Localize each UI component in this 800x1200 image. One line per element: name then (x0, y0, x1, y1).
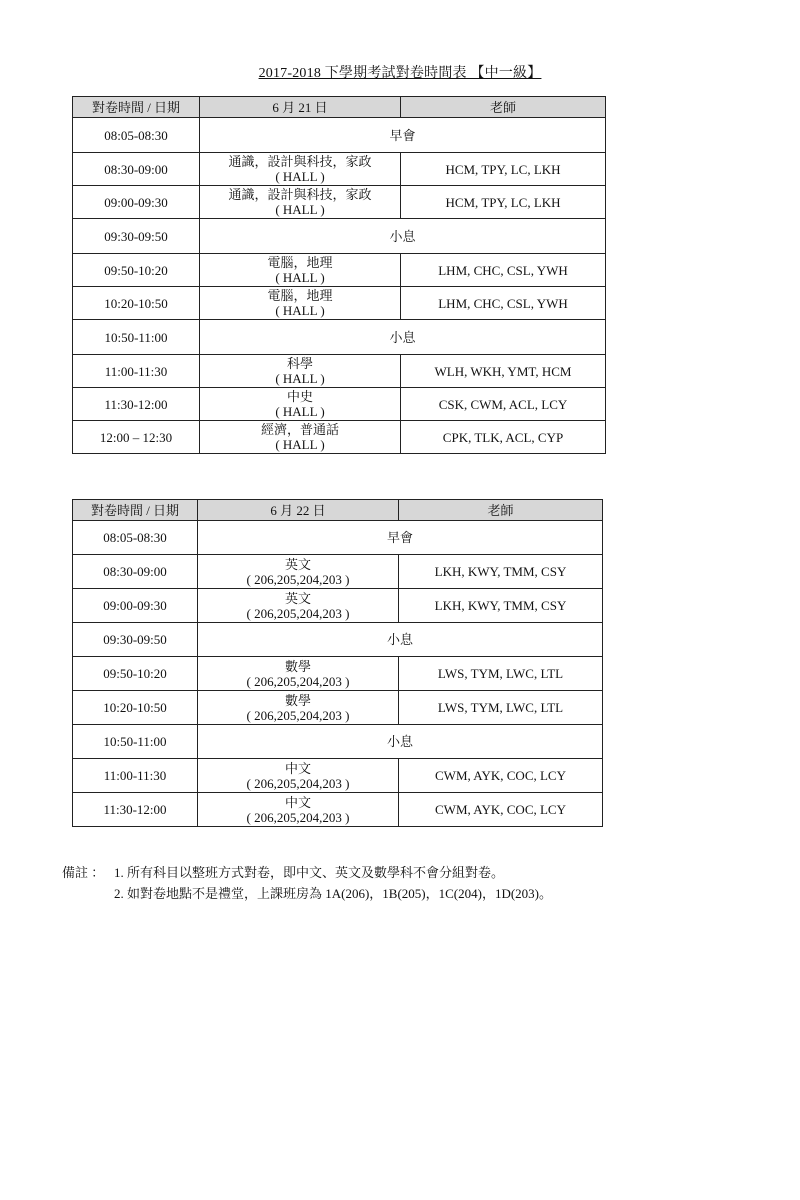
time-cell: 11:00-11:30 (73, 759, 198, 793)
subject-cell (200, 153, 401, 186)
subject-location: ( HALL ) (275, 371, 325, 386)
table-row (73, 421, 606, 454)
break-cell: 早會 (200, 118, 606, 153)
subject-cell (200, 254, 401, 287)
teachers-cell: WLH, WKH, YMT, HCM (401, 355, 606, 388)
time-cell: 10:20-10:50 (73, 287, 200, 320)
table-row (73, 793, 603, 827)
time-cell: 09:00-09:30 (73, 186, 200, 219)
subject-name: 數學 (284, 692, 311, 708)
table-row (73, 623, 603, 657)
subject-location: ( HALL ) (275, 169, 325, 184)
break-cell: 小息 (198, 725, 603, 759)
table-row (73, 691, 603, 725)
table-row (73, 725, 603, 759)
subject-location: ( 206,205,204,203 ) (246, 673, 350, 689)
header-date: 6 月 21 日 (200, 97, 401, 118)
time-cell: 09:30-09:50 (73, 623, 198, 657)
subject-name: 中文 (284, 760, 311, 776)
notes-section (62, 862, 552, 904)
subject-cell (198, 555, 399, 589)
subject-cell (200, 287, 401, 320)
subject-cell (198, 589, 399, 623)
table-row (73, 355, 606, 388)
table-row (73, 153, 606, 186)
table-row (73, 759, 603, 793)
subject-location: ( HALL ) (275, 202, 325, 217)
subject-location: ( 206,205,204,203 ) (246, 571, 350, 587)
break-cell: 早會 (198, 521, 603, 555)
subject-name: 電腦，地理 (267, 255, 333, 270)
subject-location: ( HALL ) (275, 270, 325, 285)
time-cell: 09:30-09:50 (73, 219, 200, 254)
subject-name: 電腦，地理 (267, 288, 333, 303)
subject-cell (198, 759, 399, 793)
subject-cell (200, 388, 401, 421)
teachers-cell: CSK, CWM, ACL, LCY (401, 388, 606, 421)
subject-cell (200, 355, 401, 388)
break-cell: 小息 (200, 219, 606, 254)
teachers-cell: LHM, CHC, CSL, YWH (401, 287, 606, 320)
time-cell: 08:30-09:00 (73, 555, 198, 589)
subject-location: ( HALL ) (275, 437, 325, 452)
subject-location: ( 206,205,204,203 ) (246, 605, 350, 621)
subject-name: 中史 (286, 389, 313, 404)
schedule-table-day1 (72, 96, 606, 454)
time-cell: 09:50-10:20 (73, 254, 200, 287)
subject-location: ( 206,205,204,203 ) (246, 707, 350, 723)
subject-name: 數學 (284, 658, 311, 674)
time-cell: 10:20-10:50 (73, 691, 198, 725)
time-cell: 12:00 – 12:30 (73, 421, 200, 454)
teachers-cell: LWS, TYM, LWC, LTL (399, 657, 603, 691)
table-row (73, 118, 606, 153)
teachers-cell: LKH, KWY, TMM, CSY (399, 589, 603, 623)
note-item: 1. 所有科目以整班方式對卷，即中文、英文及數學科不會分組對卷。 (114, 865, 505, 880)
subject-name: 英文 (284, 590, 311, 606)
table-row (73, 388, 606, 421)
time-cell: 10:50-11:00 (73, 320, 200, 355)
table-row (73, 521, 603, 555)
time-cell: 09:50-10:20 (73, 657, 198, 691)
subject-cell (198, 657, 399, 691)
teachers-cell: CPK, TLK, ACL, CYP (401, 421, 606, 454)
header-time-date: 對卷時間 / 日期 (73, 97, 200, 118)
table-row (73, 254, 606, 287)
header-time-date: 對卷時間 / 日期 (73, 500, 198, 521)
subject-name: 通識，設計與科技，家政 (228, 154, 372, 169)
notes-label: 備註 ： (62, 865, 105, 880)
break-cell: 小息 (200, 320, 606, 355)
teachers-cell: CWM, AYK, COC, LCY (399, 793, 603, 827)
notes-list (114, 862, 552, 904)
table-row (73, 320, 606, 355)
subject-location: ( HALL ) (275, 404, 325, 419)
table-row (73, 589, 603, 623)
teachers-cell: HCM, TPY, LC, LKH (401, 153, 606, 186)
header-date: 6 月 22 日 (198, 500, 399, 521)
subject-name: 科學 (286, 356, 313, 371)
subject-name: 中文 (284, 794, 311, 810)
teachers-cell: CWM, AYK, COC, LCY (399, 759, 603, 793)
subject-cell (200, 186, 401, 219)
subject-name: 通識，設計與科技，家政 (228, 187, 372, 202)
time-cell: 08:05-08:30 (73, 521, 198, 555)
subject-cell (198, 691, 399, 725)
note-item: 2. 如對卷地點不是禮堂，上課班房為 1A(206)，1B(205)，1C(204)，1D(203)。 (114, 886, 553, 901)
subject-name: 經濟，普通話 (260, 422, 339, 437)
schedule-table-day2 (72, 499, 603, 827)
subject-cell (198, 793, 399, 827)
teachers-cell: LWS, TYM, LWC, LTL (399, 691, 603, 725)
table-row (73, 555, 603, 589)
table-row (73, 186, 606, 219)
teachers-cell: HCM, TPY, LC, LKH (401, 186, 606, 219)
time-cell: 08:05-08:30 (73, 118, 200, 153)
subject-location: ( 206,205,204,203 ) (246, 775, 350, 791)
break-cell: 小息 (198, 623, 603, 657)
time-cell: 09:00-09:30 (73, 589, 198, 623)
teachers-cell: LHM, CHC, CSL, YWH (401, 254, 606, 287)
time-cell: 11:00-11:30 (73, 355, 200, 388)
subject-cell (200, 421, 401, 454)
subject-name: 英文 (284, 556, 311, 572)
time-cell: 11:30-12:00 (73, 388, 200, 421)
time-cell: 11:30-12:00 (73, 793, 198, 827)
subject-location: ( HALL ) (275, 303, 325, 318)
teachers-cell: LKH, KWY, TMM, CSY (399, 555, 603, 589)
header-teachers: 老師 (401, 97, 606, 118)
header-teachers: 老師 (399, 500, 603, 521)
table-row (73, 219, 606, 254)
time-cell: 10:50-11:00 (73, 725, 198, 759)
page-title: 2017-2018 下學期考試對卷時間表 【中一級】 (258, 66, 542, 81)
time-cell: 08:30-09:00 (73, 153, 200, 186)
table-row (73, 657, 603, 691)
table-row (73, 287, 606, 320)
subject-location: ( 206,205,204,203 ) (246, 809, 350, 825)
